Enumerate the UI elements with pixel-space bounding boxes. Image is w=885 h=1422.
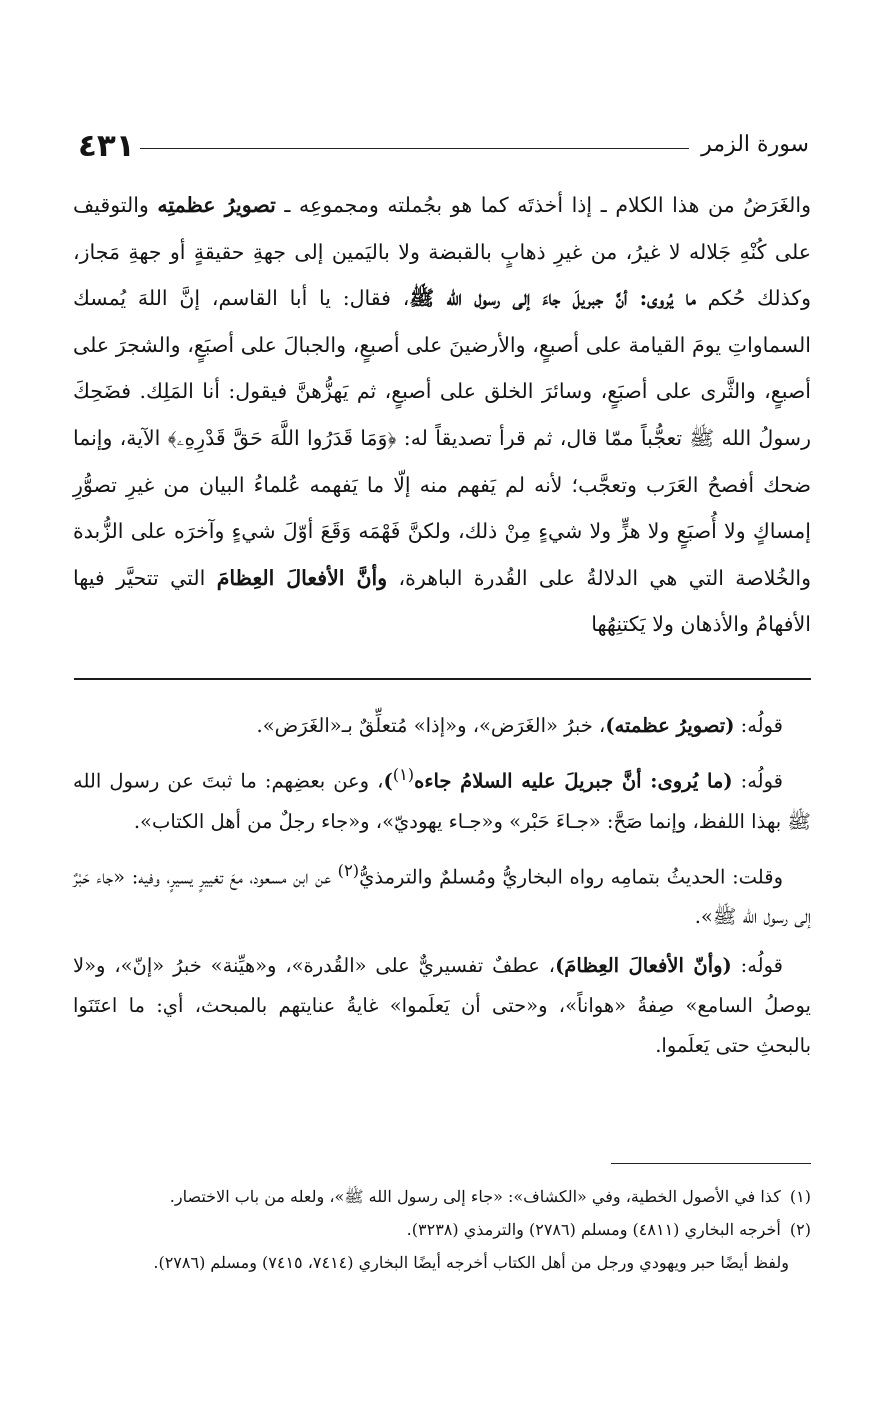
footnote-text: أخرجه البخاري (٤٨١١) ومسلم (٢٧٨٦) والترمذي (٣٢٣٨). (406, 1220, 781, 1239)
main-text (73, 182, 811, 648)
text-run: قولُه: (732, 769, 783, 793)
footnote (73, 1214, 811, 1245)
text-run: قولُه: (734, 714, 783, 737)
surah-title: سورة الزمر (701, 132, 809, 157)
bold-phrase: (وأنّ الأفعالَ العِظامَ) (555, 954, 732, 977)
text-run: قولُه: (731, 954, 783, 977)
commentary-paragraph (73, 946, 811, 1066)
text-run: والغَرَضُ من هذا الكلام ـ إذا أخذتَه كما هو بجُملته ومجموعِه ـ (275, 193, 811, 217)
footnotes-section (73, 1181, 811, 1280)
footnote-number: (١) (789, 1187, 811, 1206)
text-run: عن ابن مسعود، معَ تغييرٍ يسيرٍ، وفيه: «جاء حَبْرٌ إلى رسول الله ﷺ». (73, 865, 811, 928)
footnote-text: ولفظ أيضًا حبر ويهودي ورجل من أهل الكتاب أخرجه أيضًا البخاري (٧٤١٤، ٧٤١٥) ومسلم (٢٧٨٦). (153, 1253, 789, 1272)
footnote-text: كذا في الأصول الخطية، وفي «الكشاف»: «جاء إلى رسول الله ﷺ»، ولعله من باب الاختصار. (169, 1187, 781, 1206)
page-header (78, 128, 809, 168)
footnote-number: (٢) (789, 1220, 811, 1239)
text-run: ، وعن بعضِهم: ما ثبتَ عن رسول الله ﷺ بهذا اللفظ، وإنما صَحَّ: «جـاءَ حَبْر» و«جـاء يهوديّ»، و«جاء رجلٌ من أهل الكتاب». (73, 769, 811, 833)
bold-phrase: ما يُروى: أنَّ جبريلَ جاءَ إلى رسول الله ﷺ (409, 286, 696, 311)
footnote (73, 1247, 811, 1278)
text-run: ، خبرُ «الغَرَض»، و«إذا» مُتعلِّقٌ بـ«الغَرَض». (256, 714, 606, 737)
footnote (73, 1181, 811, 1212)
text-run: ، عطفٌ تفسيريٌّ على «القُدرة»، و«هيِّنة» خبرُ «إنّ»، و«لا يوصلُ السامع» صِفةُ «هواناً»، و«حتى أن يَعلَموا» غايةُ عنايتهم بالمبحث، أي: ما اعتَنَوا بالبحثِ حتى يَعلَموا. (73, 954, 811, 1057)
footnote-marker: (٢) (337, 860, 360, 880)
bold-phrase: تصويرُ عظمتِه (157, 193, 276, 217)
main-text-divider (74, 678, 811, 680)
page-number: ٤٣١ (78, 128, 135, 164)
footnote-divider (611, 1163, 811, 1164)
bold-phrase: (تصويرُ عظمته) (605, 714, 735, 737)
text-run: والتوقيف على كُنْهِ جَلاله لا غيرُ، من غيرِ ذهابٍ بالقبضة ولا باليَمين إلى جهةِ حقيقةٍ أو جهةِ مَجاز، وكذلك حُكم (73, 193, 811, 311)
bold-phrase: ) (383, 769, 393, 793)
commentary-paragraph (73, 851, 811, 938)
text-run: وقلت: الحديثُ بتمامِه رواه البخاريُّ ومُسلمٌ والترمذيُّ (359, 865, 783, 888)
text-run: ، فقال: يا أبا القاسم، إنَّ اللهَ يُمسك السماواتِ يومَ القيامة على أصبعٍ، والأرضينَ على أصبعٍ، والجبالَ على أصبَعٍ، والشجرَ على أصبعٍ، والثَّرى على أصبَعٍ، وسائرَ الخلق على أصبعٍ، ثم يَهزُّهنَّ فيقول: أنا المَلِك. فضَحِكَ رسولُ الله ﷺ تعجُّباً ممّا قال، ثم قرأ تصديقاً له: ﴿وَمَا قَدَرُوا اللَّهَ حَقَّ قَدْرِهِۦ﴾ الآية، وإنما ضحك أفصحُ العَرَب وتعجَّب؛ لأنه لم يَفهم منه إلّا ما يَفهمه عُلماءُ البيان من غيرِ تصوُّرِ إمساكٍ ولا أُصبَعٍ ولا هزٍّ ولا شيءٍ مِنْ ذلك، ولكنَّ فَهْمَه وَقَعَ أوّلَ شيءٍ وآخرَه على الزُّبدة والخُلاصة التي هي الدلالةُ على القُدرة الباهرة، (73, 286, 811, 590)
text-run: التي تتحيَّر فيها الأفهامُ والأذهان ولا يَكتنِهُها (73, 565, 811, 637)
commentary-section (73, 706, 811, 1075)
commentary-paragraph (73, 706, 811, 746)
bold-phrase: وأنَّ الأفعالَ العِظامَ (216, 565, 388, 590)
commentary-paragraph (73, 755, 811, 842)
footnote-marker: (١) (392, 765, 415, 784)
bold-phrase: (ما يُروى: أنَّ جبريلَ عليه السلامُ جاءه (414, 769, 733, 793)
header-rule (140, 148, 689, 149)
